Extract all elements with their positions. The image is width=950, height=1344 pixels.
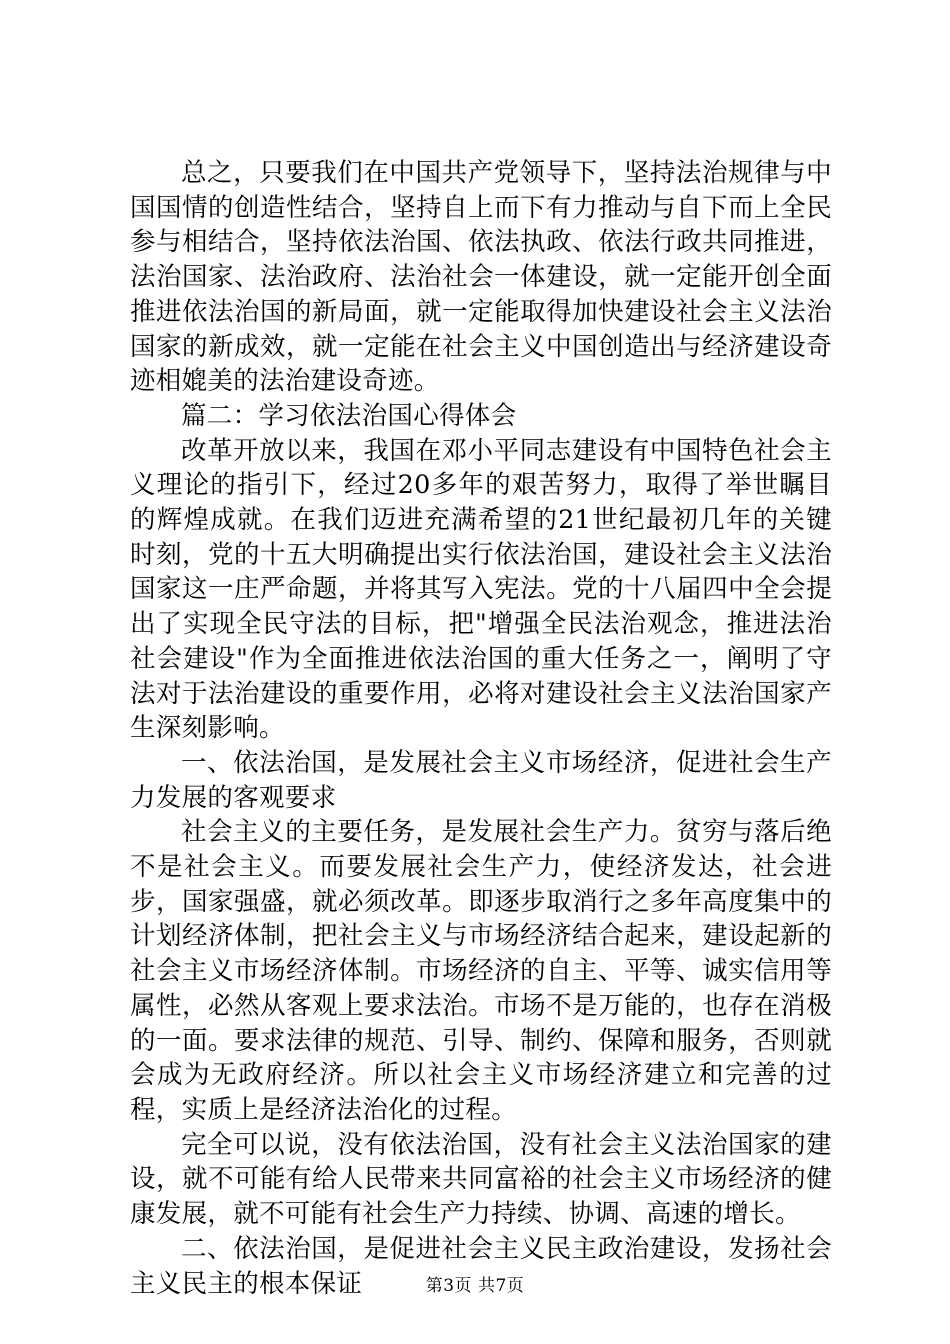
paragraph-market-economy: 社会主义的主要任务，是发展社会生产力。贫穷与落后绝不是社会主义。而要发展社会生产力，使经济发达，社会进步，国家强盛，就必须改革。即逐步取消行之多年高度集中的计划经济体制，把社会主义与市场经济结合起来，建设起新的社会主义市场经济体制。市场经济的自主、平等、诚实信用等属性，必然从客观上要求法治。市场不是万能的，也存在消极的一面。要求法律的规范、引导、制约、保障和服务，否则就会成为无政府经济。所以社会主义市场经济建立和完善的过程，实质上是经济法治化的过程。 <box>130 817 832 1125</box>
section-heading-part-two: 篇二：学习依法治国心得体会 <box>181 400 517 431</box>
subheading-point-one: 一、依法治国，是发展社会主义市场经济，促进社会生产力发展的客观要求 <box>130 747 832 813</box>
page-number-footer: 第3页 共7页 <box>425 1276 525 1296</box>
paragraph-intro: 改革开放以来，我国在邓小平同志建设有中国特色社会主义理论的指引下，经过20多年的艰苦努力，取得了举世瞩目的辉煌成就。在我们迈进充满希望的21世纪最初几年的关键时刻，党的十五大明确提出实行依法治国，建设社会主义法治国家这一庄严命题，并将其写入宪法。党的十八届四中全会提出了实现全民守法的目标，把"增强全民法治观念，推进法治社会建设"作为全面推进依法治国的重大任务之一，阐明了守法对于法治建设的重要作用，必将对建设社会主义法治国家产生深刻影响。 <box>130 435 832 744</box>
paragraph-conclusion: 总之，只要我们在中国共产党领导下，坚持法治规律与中国国情的创造性结合，坚持自上而下有力推动与自下而上全民参与相结合，坚持依法治国、依法执政、依法行政共同推进，法治国家、法治政府、法治社会一体建设，就一定能开创全面推进依法治国的新局面，就一定能取得加快建设社会主义法治国家的新成效，就一定能在社会主义中国创造出与经济建设奇迹相媲美的法治建设奇迹。 <box>130 158 832 397</box>
document-body <box>130 156 832 1301</box>
paragraph-summary: 完全可以说，没有依法治国，没有社会主义法治国家的建设，就不可能有给人民带来共同富裕的社会主义市场经济的健康发展，就不可能有社会生产力持续、协调、高速的增长。 <box>130 1129 832 1230</box>
subheading-point-two: 二、依法治国，是促进社会主义民主政治建设，发扬社会主义民主的根本保证 <box>130 1233 832 1299</box>
